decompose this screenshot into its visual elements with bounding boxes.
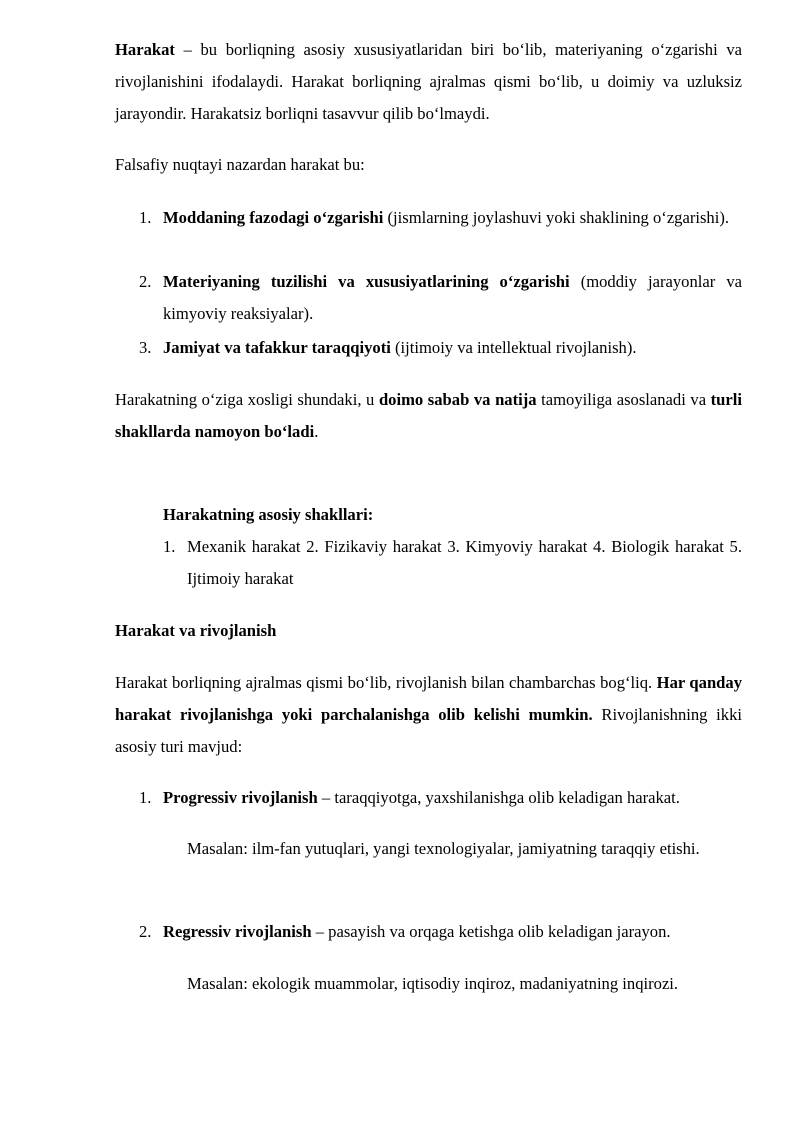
list-item-bold: Progressiv rivojlanish [163,788,318,807]
list-number: 2. [139,922,152,941]
development-paragraph [115,667,742,763]
list-number: 2. [139,272,152,291]
feature-text: . [314,422,319,441]
development-bold: Har qanday harakat rivojlanishga yoki parchalanishga olib kelishi mumkin. [115,673,742,724]
list-number: 3. [139,338,152,357]
example-text: Masalan: ilm-fan yutuqlari, yangi texnologiyalar, jamiyatning taraqqiy etishi. [187,839,700,858]
list-item-text: (moddiy jarayonlar va kimyoviy reaksiyalar). [163,272,742,323]
list-item [163,332,742,364]
forms-heading: Harakatning asosiy shakllari: [163,505,374,524]
list-item-text: – taraqqiyotga, yaxshilanishga olib keladigan harakat. [317,788,680,807]
list-item-bold: Moddaning fazodagi o‘zgarishi [163,208,384,227]
feature-bold: turli shakllarda namoyon bo‘ladi [115,390,742,441]
development-text: Harakat borliqning ajralmas qismi bo‘lib, rivojlanish bilan chambarchas bog‘liq. [115,673,657,692]
list-number: 1. [139,208,152,227]
list-item-bold: Materiyaning tuzilishi va xususiyatlarining o‘zgarishi [163,272,570,291]
list-item-text: – pasayish va orqaga ketishga olib keladigan jarayon. [311,922,671,941]
list-item [163,782,742,814]
forms-list-item: Mexanik harakat 2. Fizikaviy harakat 3. Kimyoviy harakat 4. Biologik harakat 5. Ijtimoiy harakat [187,537,742,588]
list-item-text: (jismlarning joylashuvi yoki shaklining o‘zgarishi). [383,208,730,227]
feature-paragraph [115,384,742,448]
example-text: Masalan: ekologik muammolar, iqtisodiy inqiroz, madaniyatning inqirozi. [187,974,679,993]
list-item [163,916,742,948]
philosophy-lead: Falsafiy nuqtayi nazardan harakat bu: [115,155,365,174]
list-number: 1. [163,537,176,556]
section-heading: Harakat va rivojlanish [115,621,277,640]
intro-paragraph [115,34,742,130]
feature-bold: doimo sabab va natija [378,390,537,409]
list-number: 1. [139,788,152,807]
feature-text: tamoyiliga asoslanadi va [536,390,711,409]
intro-term: Harakat [115,40,175,59]
list-item [163,266,742,330]
intro-text: – bu borliqning asosiy xususiyatlaridan biri bo‘lib, materiyaning o‘zgarishi va rivojlanishini ifodalaydi. Harakat borliqning ajralmas qismi bo‘lib, u doimiy va uzluksiz jarayondir. Harakatsiz borliqni tasavvur qilib bo‘lmaydi. [115,40,742,123]
list-item [163,202,742,234]
list-item-text: (ijtimoiy va intellektual rivojlanish). [390,338,637,357]
list-item-bold: Jamiyat va tafakkur taraqqiyoti [163,338,391,357]
development-text: Rivojlanishning ikki asosiy turi mavjud: [115,705,742,756]
feature-text: Harakatning o‘ziga xosligi shundaki, u [115,390,379,409]
list-item-bold: Regressiv rivojlanish [163,922,312,941]
